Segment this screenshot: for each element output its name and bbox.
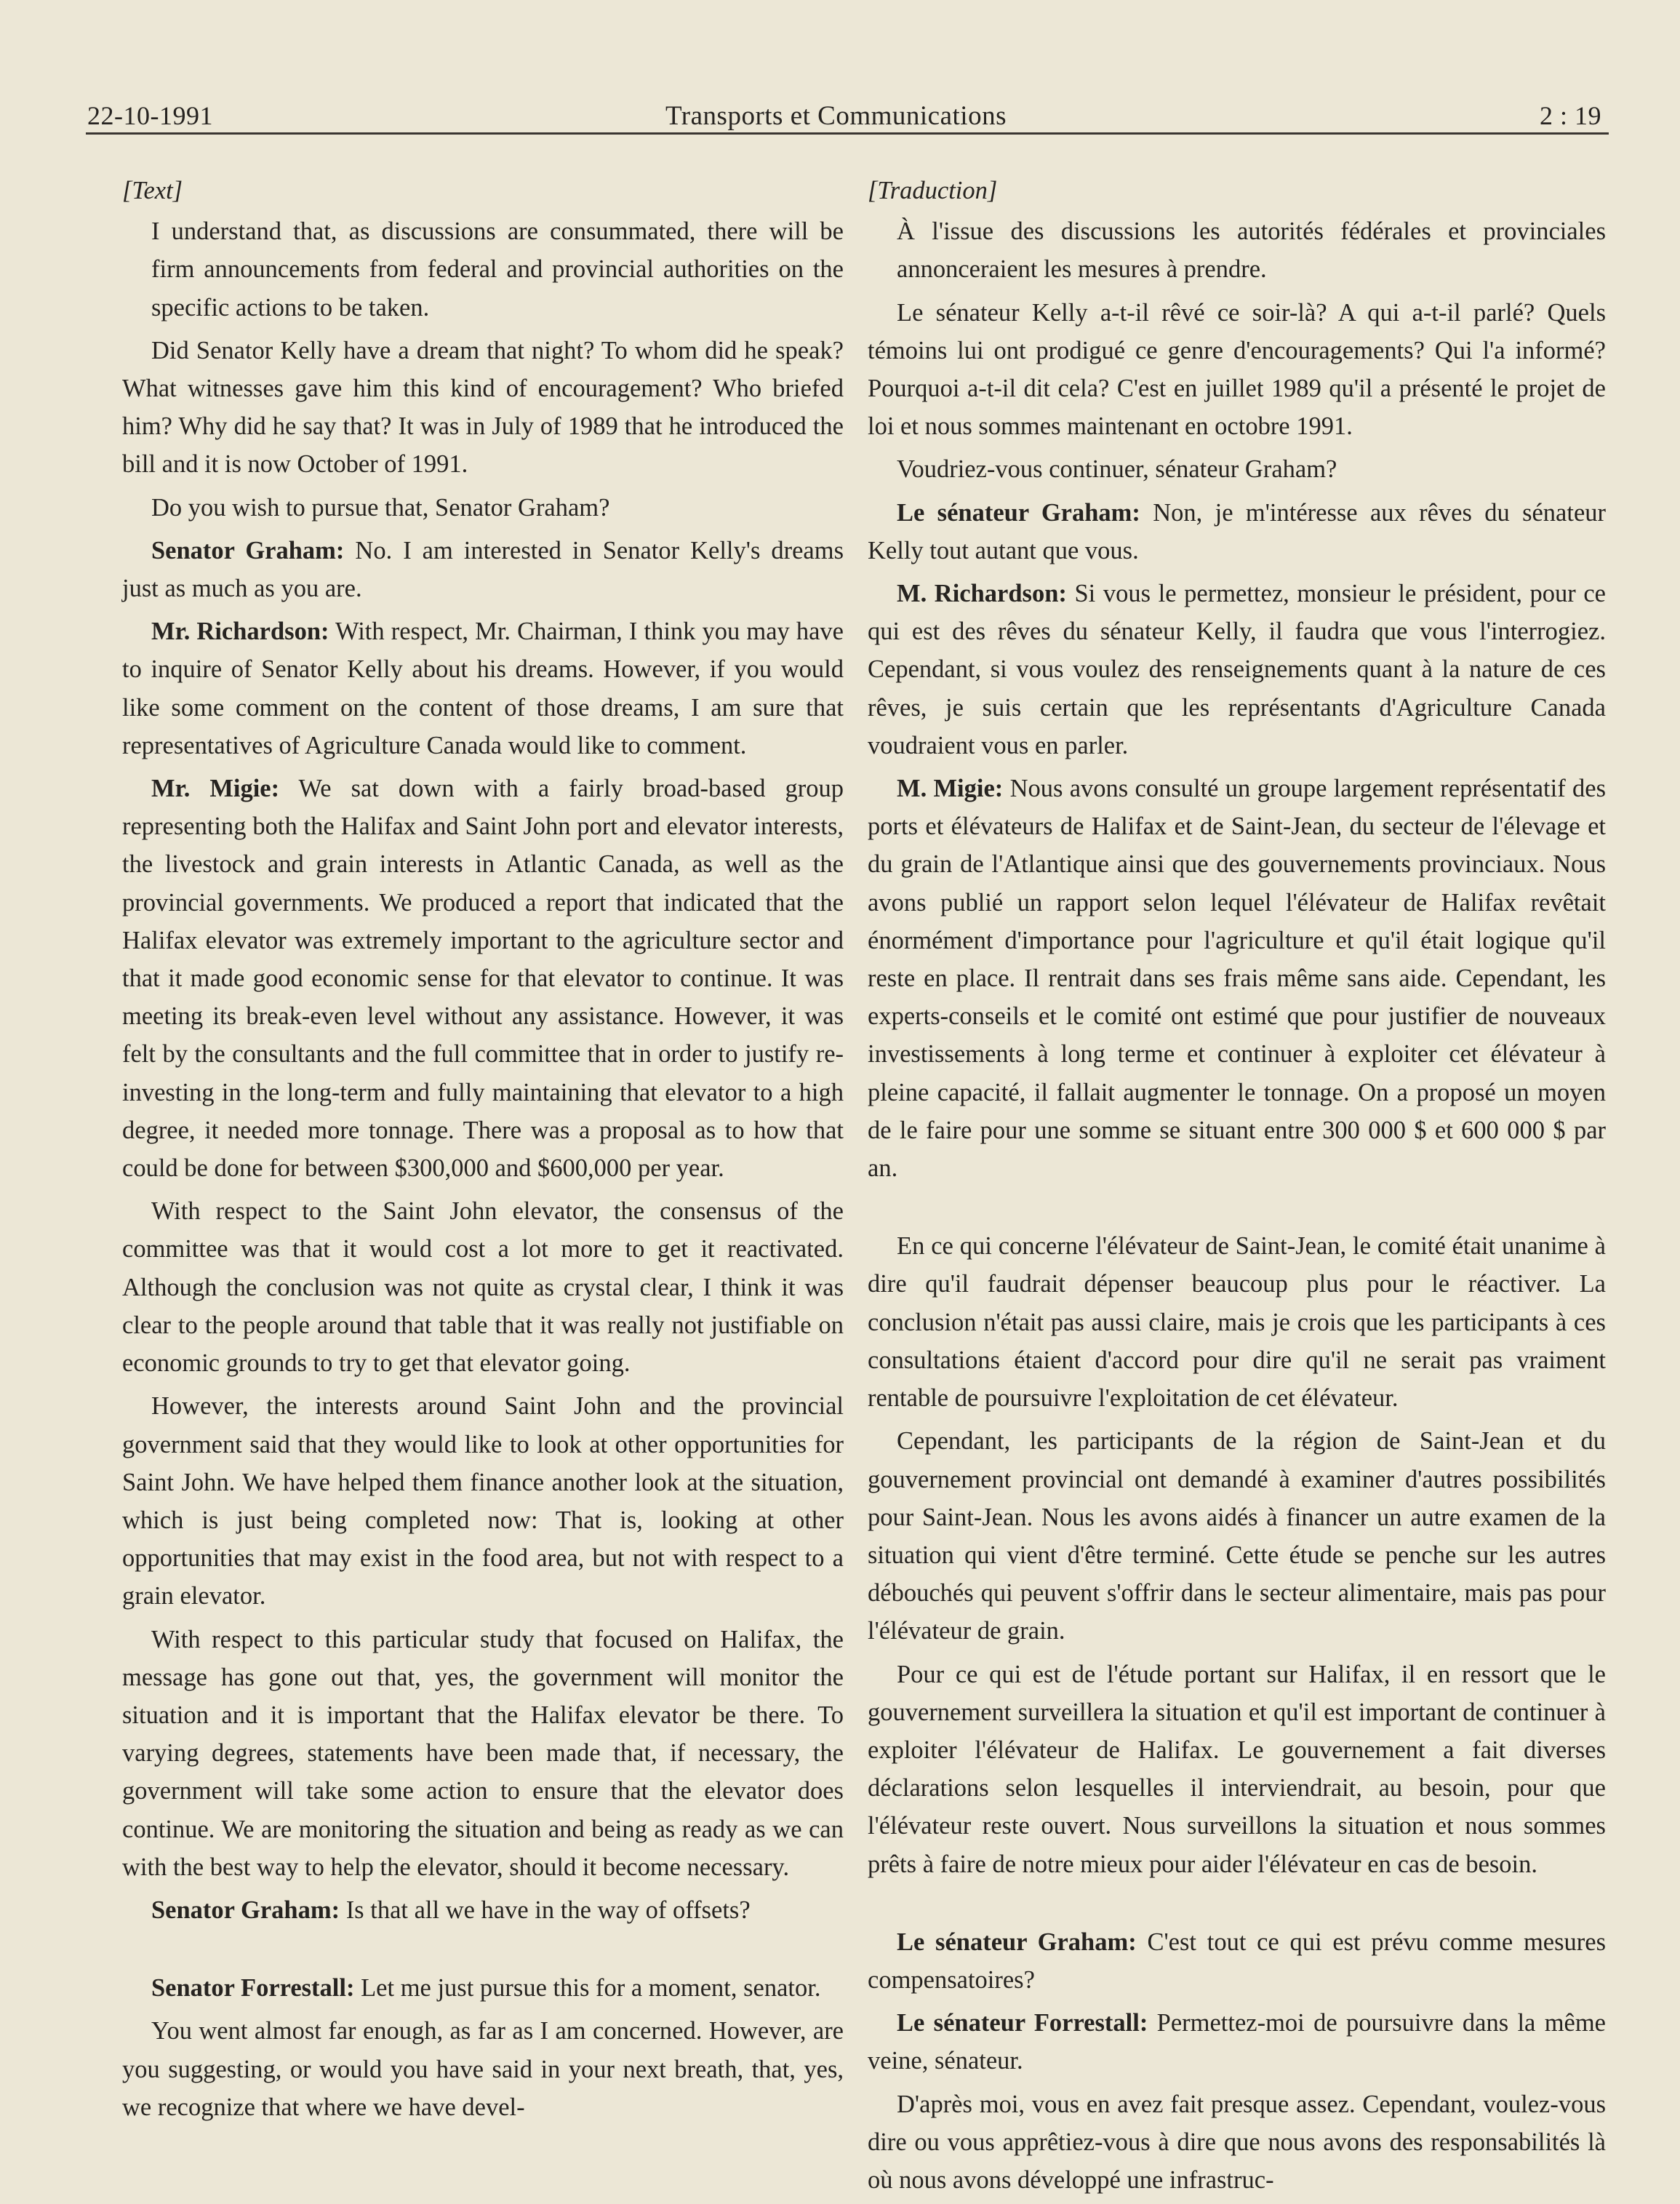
paragraph-text: C'est tout ce qui est prévu comme mesures compensatoires? <box>868 1928 1606 1994</box>
french-paragraph <box>868 494 1606 570</box>
paragraph-text: À l'issue des discussions les autorités fédérales et provinciales annonceraient les mesures à prendre. <box>897 217 1606 284</box>
paragraph-text: Le sénateur Kelly a-t-il rêvé ce soir-là? A qui a-t-il parlé? Quels témoins lui ont prodigué ce genre d'encouragements? Qui l'a informé? Pourquoi a-t-il dit cela? C'est en juillet 1989 qu'il a présenté le projet de loi et nous sommes maintenant en octobre 1991. <box>868 298 1606 441</box>
speaker-name: Le sénateur Graham: <box>897 498 1140 527</box>
paragraph-text: You went almost far enough, as far as I am concerned. However, are you suggesting, or would you have said in your next breath, that, yes, we recognize that where we have devel- <box>122 2017 844 2121</box>
paragraph-text: Non, je m'intéresse aux rêves du sénateur Kelly tout autant que vous. <box>868 498 1607 564</box>
header-title: Transports et Communications <box>665 101 1007 131</box>
english-paragraph <box>122 332 844 484</box>
french-paragraph <box>868 294 1606 446</box>
french-paragraph <box>868 212 1606 288</box>
french-paragraph <box>868 2085 1606 2200</box>
paragraph-text: With respect to the Saint John elevator, the consensus of the committee was that it would cost a lot more to get it reactivated. Although the conclusion was not quite as crystal clear, I think it was clear to the people around that table that it was really not justifiable on economic grounds to try to get that elevator going. <box>122 1197 844 1378</box>
speaker-name: Mr. Migie: <box>151 775 280 803</box>
paragraph-text: With respect, Mr. Chairman, I think you may have to inquire of Senator Kelly about his dreams. However, if you would like some comment on the content of those dreams, I am sure that representatives of Agriculture Canada would like to comment. <box>122 618 844 759</box>
english-paragraph <box>122 1621 844 1886</box>
speaker-name: Le sénateur Graham: <box>897 1928 1137 1956</box>
french-paragraph <box>868 1422 1606 1650</box>
paragraph-text: Do you wish to pursue that, Senator Graham? <box>151 493 610 522</box>
paragraph-text: However, the interests around Saint John and the provincial government said that they would like to look at other opportunities for Saint John. We have helped them finance another look at the situation, which is just being completed now: That is, looking at other opportunities that may exist in the food area, but not with respect to a grain elevator. <box>122 1392 844 1610</box>
paragraph-text: Voudriez-vous continuer, sénateur Graham? <box>897 455 1337 484</box>
english-paragraph <box>122 1891 844 1929</box>
paragraph-text: En ce qui concerne l'élévateur de Saint-Jean, le comité était unanime à dire qu'il faudrait dépenser beaucoup plus pour le réactiver. La conclusion n'était pas aussi claire, mais je crois que les participants à ces consultations étaient d'accord pour dire qu'il ne serait pas vraiment rentable de poursuivre l'exploitation de cet élévateur. <box>868 1232 1606 1413</box>
header-page-number: 2 : 19 <box>1539 101 1601 130</box>
english-paragraph <box>122 1192 844 1382</box>
english-label: [Text] <box>122 177 183 204</box>
speaker-name: Senator Graham: <box>151 1896 340 1924</box>
paragraph-text: Pour ce qui est de l'étude portant sur Halifax, il en ressort que le gouvernement surveillera la situation et qu'il est important de continuer à exploiter l'élévateur de Halifax. Le gouvernement a fait diverses déclarations selon lesquelles il interviendrait, au besoin, pour que l'élévateur reste ouvert. Nous surveillons la situation et nous sommes prêts à faire de notre mieux pour aider l'élévateur en cas de besoin. <box>868 1660 1606 1878</box>
french-paragraph <box>868 1923 1606 1999</box>
paragraph-text: Let me just pursue this for a moment, senator. <box>361 1974 821 2003</box>
french-paragraph <box>868 450 1606 488</box>
french-label: [Traduction] <box>868 177 998 204</box>
speaker-name: Le sénateur Forrestall: <box>897 2009 1148 2037</box>
english-paragraph <box>122 612 844 764</box>
english-column <box>122 172 844 2131</box>
paragraph-text: D'après moi, vous en avez fait presque assez. Cependant, voulez-vous dire ou vous apprêtiez-vous à dire que nous avons des responsabilités là où nous avons développé une infrastruc- <box>868 2090 1606 2194</box>
paragraph-text: Did Senator Kelly have a dream that night? To whom did he speak? What witnesses gave him this kind of encouragement? Who briefed him? Why did he say that? It was in July of 1989 that he introduced the bill and it is now October of 1991. <box>122 336 844 479</box>
english-paragraph <box>122 2012 844 2126</box>
french-paragraph <box>868 1656 1606 1883</box>
paragraph-text: I understand that, as discussions are consummated, there will be firm announcements from federal and provincial authorities on the specific actions to be taken. <box>151 217 844 322</box>
french-paragraph <box>868 770 1606 1187</box>
english-paragraph <box>122 1387 844 1615</box>
french-paragraph <box>868 1227 1606 1417</box>
paragraph-gap <box>868 1192 1606 1227</box>
paragraph-text: We sat down with a fairly broad-based group representing both the Halifax and Saint John port and elevator interests, the livestock and grain interests in Atlantic Canada, as well as the provincial governments. We produced a report that indicated that the Halifax elevator was extremely important to the agriculture sector and that it made good economic sense for that elevator to continue. It was meeting its break-even level without any assistance. However, it was felt by the consultants and the full committee that in order to justify re-investing in the long-term and fully maintaining that elevator to a high degree, it needed more tonnage. There was a proposal as to how that could be done for between $300,000 and $600,000 per year. <box>122 775 844 1183</box>
paragraph-text: No. I am interested in Senator Kelly's dreams just as much as you are. <box>122 536 844 603</box>
speaker-name: M. Richardson: <box>897 580 1067 608</box>
french-paragraph <box>868 575 1606 764</box>
english-paragraph <box>122 489 844 527</box>
header-rule <box>86 132 1609 135</box>
header-date: 22-10-1991 <box>87 101 213 130</box>
english-paragraph <box>122 532 844 607</box>
speaker-name: Senator Forrestall: <box>151 1974 355 2003</box>
paragraph-text: With respect to this particular study that focused on Halifax, the message has gone out that, yes, the government will monitor the situation and it is important that the Halifax elevator be there. To varying degrees, statements have been made that, if necessary, the government will take some action to ensure that the elevator does continue. We are monitoring the situation and being as ready as we can with the best way to help the elevator, should it become necessary. <box>122 1625 844 1881</box>
paragraph-text: Cependant, les participants de la région de Saint-Jean et du gouvernement provincial ont demandé à examiner d'autres possibilités pour Saint-Jean. Nous les avons aidés à financer un autre examen de la situation qui vient d'être terminé. Cette étude se penche sur les autres débouchés qui peuvent s'offrir dans le secteur alimentaire, mais pas pour l'élévateur de grain. <box>868 1427 1606 1645</box>
paragraph-gap <box>868 1888 1606 1923</box>
speaker-name: M. Migie: <box>897 775 1004 803</box>
speaker-name: Senator Graham: <box>151 536 345 564</box>
english-paragraph <box>122 770 844 1187</box>
french-paragraph <box>868 2004 1606 2080</box>
paragraph-text: Is that all we have in the way of offsets? <box>345 1896 751 1924</box>
paragraph-text: Permettez-moi de poursuivre dans la même veine, sénateur. <box>868 2009 1606 2075</box>
paragraph-text: Nous avons consulté un groupe largement représentatif des ports et élévateurs de Halifax et de Saint-Jean, du secteur de l'élevage et du grain de l'Atlantique ainsi que des gouvernements provinciaux. Nous avons publié un rapport selon lequel l'élévateur de Halifax revêtait énormément d'importance pour l'agriculture et qu'il était logique qu'il reste en place. Il rentrait dans ses frais même sans aide. Cependant, les experts-conseils et le comité ont estimé que pour justifier de nouveaux investissements à long terme et continuer à exploiter cet élévateur à pleine capacité, il fallait augmenter le tonnage. On a proposé un moyen de le faire pour une somme se situant entre 300 000 $ et 600 000 $ par an. <box>868 775 1606 1183</box>
french-column <box>868 172 1606 2204</box>
english-paragraph <box>122 1969 844 2007</box>
paragraph-text: Si vous le permettez, monsieur le président, pour ce qui est des rêves du sénateur Kelly, il faudra que vous l'interrogiez. Cependant, si vous voulez des renseignements quant à la nature de ces rêves, je suis certain que les représentants d'Agriculture Canada voudraient vous en parler. <box>868 580 1607 759</box>
paragraph-gap <box>122 1934 844 1969</box>
speaker-name: Mr. Richardson: <box>151 618 329 646</box>
english-paragraph <box>122 212 844 327</box>
